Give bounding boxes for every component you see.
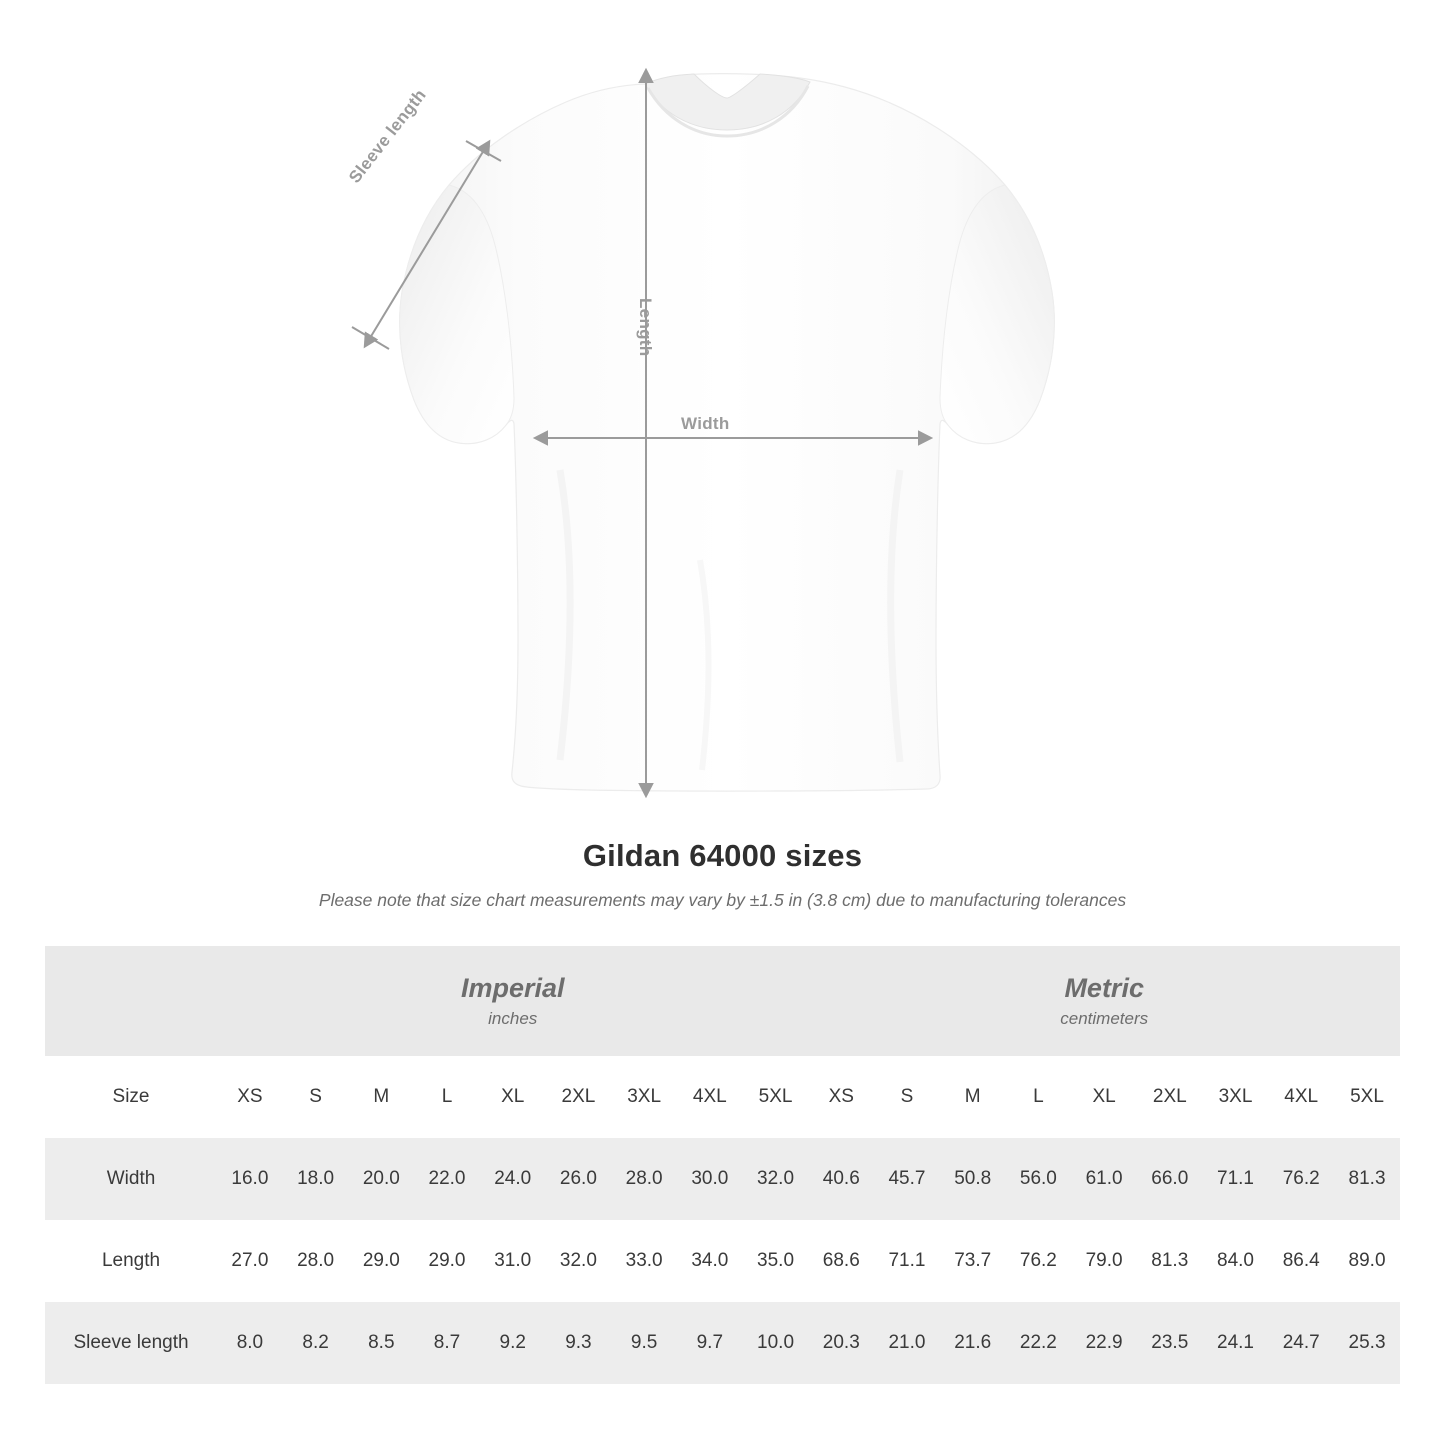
cell-sleeve-imperial-5xl: 10.0 [743,1302,809,1384]
cell-sleeve-imperial-xs: 8.0 [217,1302,283,1384]
size-header-metric-xs: XS [808,1056,874,1138]
imperial-sub: inches [488,1008,538,1028]
cell-width-metric-3xl: 71.1 [1203,1138,1269,1220]
cell-length-metric-s: 71.1 [874,1220,940,1302]
cell-width-metric-5xl: 81.3 [1334,1138,1400,1220]
size-header-metric-s: S [874,1056,940,1138]
size-header-imperial-s: S [283,1056,349,1138]
length-label: Length [636,298,655,357]
cell-width-imperial-xs: 16.0 [217,1138,283,1220]
cell-width-imperial-xl: 24.0 [480,1138,546,1220]
cell-length-metric-m: 73.7 [940,1220,1006,1302]
cell-sleeve-metric-xl: 22.9 [1071,1302,1137,1384]
size-header-imperial-m: M [348,1056,414,1138]
cell-length-imperial-2xl: 32.0 [546,1220,612,1302]
cell-sleeve-imperial-s: 8.2 [283,1302,349,1384]
tolerance-note: Please note that size chart measurements may vary by ±1.5 in (3.8 cm) due to manufacturing tolerances [318,890,1127,910]
cell-width-imperial-m: 20.0 [348,1138,414,1220]
unit-header-imperial [217,946,808,1056]
size-header-imperial-l: L [414,1056,480,1138]
cell-sleeve-imperial-l: 8.7 [414,1302,480,1384]
size-header-row [45,1056,1400,1138]
cell-length-imperial-l: 29.0 [414,1220,480,1302]
cell-width-imperial-s: 18.0 [283,1138,349,1220]
cell-sleeve-metric-l: 22.2 [1006,1302,1072,1384]
cell-width-metric-m: 50.8 [940,1138,1006,1220]
cell-sleeve-metric-xs: 20.3 [808,1302,874,1384]
cell-width-metric-xs: 40.6 [808,1138,874,1220]
cell-width-metric-4xl: 76.2 [1268,1138,1334,1220]
size-header-label: Size [45,1056,217,1138]
cell-width-imperial-5xl: 32.0 [743,1138,809,1220]
cell-length-metric-xs: 68.6 [808,1220,874,1302]
size-header-metric-3xl: 3XL [1203,1056,1269,1138]
cell-length-metric-l: 76.2 [1006,1220,1072,1302]
table-row [45,1302,1400,1384]
cell-width-imperial-3xl: 28.0 [611,1138,677,1220]
size-header-imperial-4xl: 4XL [677,1056,743,1138]
size-header-imperial-xs: XS [217,1056,283,1138]
cell-length-imperial-3xl: 33.0 [611,1220,677,1302]
cell-length-metric-2xl: 81.3 [1137,1220,1203,1302]
sleeve-length-label: Sleeve length [345,85,430,187]
size-header-imperial-2xl: 2XL [546,1056,612,1138]
cell-sleeve-imperial-xl: 9.2 [480,1302,546,1384]
metric-name: Metric [1064,973,1144,1004]
cell-width-imperial-2xl: 26.0 [546,1138,612,1220]
unit-header-blank [45,946,217,1056]
imperial-name: Imperial [460,973,565,1004]
cell-sleeve-metric-4xl: 24.7 [1268,1302,1334,1384]
cell-sleeve-imperial-3xl: 9.5 [611,1302,677,1384]
size-header-metric-2xl: 2XL [1137,1056,1203,1138]
cell-width-metric-xl: 61.0 [1071,1138,1137,1220]
cell-length-metric-3xl: 84.0 [1203,1220,1269,1302]
cell-length-imperial-m: 29.0 [348,1220,414,1302]
table-row [45,1220,1400,1302]
cell-length-metric-xl: 79.0 [1071,1220,1137,1302]
size-header-metric-4xl: 4XL [1268,1056,1334,1138]
size-header-imperial-5xl: 5XL [743,1056,809,1138]
sleeve-tick-bottom [352,327,389,349]
cell-width-metric-2xl: 66.0 [1137,1138,1203,1220]
cell-width-metric-l: 56.0 [1006,1138,1072,1220]
cell-width-metric-s: 45.7 [874,1138,940,1220]
cell-sleeve-imperial-4xl: 9.7 [677,1302,743,1384]
row-label-width: Width [45,1138,217,1220]
width-label: Width [681,414,730,433]
cell-sleeve-metric-3xl: 24.1 [1203,1302,1269,1384]
cell-length-metric-5xl: 89.0 [1334,1220,1400,1302]
size-table-container [45,946,1400,1384]
cell-sleeve-metric-5xl: 25.3 [1334,1302,1400,1384]
row-label-length: Length [45,1220,217,1302]
cell-length-metric-4xl: 86.4 [1268,1220,1334,1302]
table-row [45,1138,1400,1220]
cell-length-imperial-4xl: 34.0 [677,1220,743,1302]
size-header-metric-5xl: 5XL [1334,1056,1400,1138]
cell-sleeve-metric-2xl: 23.5 [1137,1302,1203,1384]
cell-width-imperial-l: 22.0 [414,1138,480,1220]
page-title: Gildan 64000 sizes [582,838,863,873]
size-header-imperial-3xl: 3XL [611,1056,677,1138]
cell-sleeve-imperial-2xl: 9.3 [546,1302,612,1384]
cell-width-imperial-4xl: 30.0 [677,1138,743,1220]
metric-sub: centimeters [1060,1008,1149,1028]
size-table [45,946,1400,1384]
size-header-imperial-xl: XL [480,1056,546,1138]
size-header-metric-l: L [1006,1056,1072,1138]
size-header-metric-xl: XL [1071,1056,1137,1138]
cell-sleeve-metric-s: 21.0 [874,1302,940,1384]
cell-length-imperial-s: 28.0 [283,1220,349,1302]
unit-header-metric [808,946,1400,1056]
cell-length-imperial-5xl: 35.0 [743,1220,809,1302]
cell-sleeve-metric-m: 21.6 [940,1302,1006,1384]
cell-length-imperial-xl: 31.0 [480,1220,546,1302]
cell-sleeve-imperial-m: 8.5 [348,1302,414,1384]
cell-length-imperial-xs: 27.0 [217,1220,283,1302]
row-label-sleeve-length: Sleeve length [45,1302,217,1384]
size-header-metric-m: M [940,1056,1006,1138]
unit-header-row [45,946,1400,1056]
